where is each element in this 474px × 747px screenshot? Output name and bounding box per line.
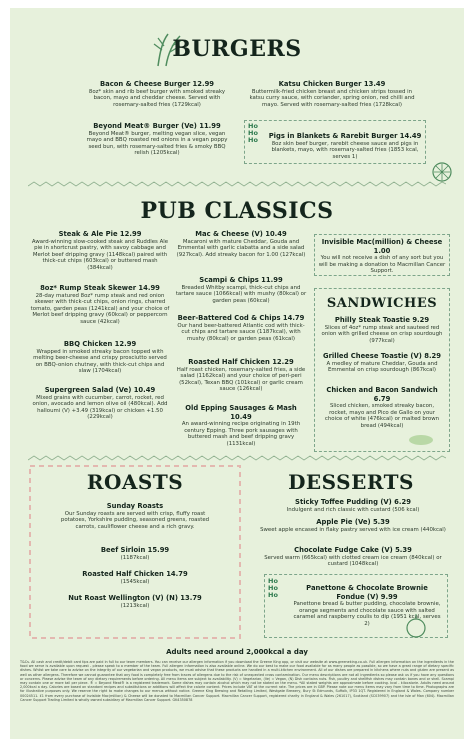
menu-item: [246, 80, 418, 108]
item-name: Panettone & Chocolate Brownie Fondue (V) 9.99: [306, 584, 428, 601]
item-name: Pigs in Blankets & Rarebit Burger 14.49: [268, 132, 422, 140]
menu-item: [320, 316, 444, 344]
item-desc: 8oz skin beef burger, rarebit cheese sauce and pigs in blankets, mayo, with rosemary-salted fries (1853 kcal, serves 1): [271, 140, 419, 160]
menu-item: [30, 340, 170, 375]
ornament-icon: [402, 612, 430, 642]
item-name: Apple Pie (Ve) 5.39: [316, 518, 390, 526]
item-desc: An award-winning recipe originating in 19th century Epping. Three pork sausages with buttered mash and beef dripping gravy (1131kcal): [181, 421, 301, 447]
item-desc: Wrapped in smoked streaky bacon topped with melting beer-cheese and crispy prosciutto served on BBQ-onion chutney, with thick-cut chips and slaw (1704kcal): [33, 348, 167, 375]
menu-item: [320, 386, 444, 429]
item-name: Philly Steak Toastie 9.29: [334, 316, 430, 324]
item-desc: 8oz* skin and rib beef burger with smoked streaky bacon, mayo and cheddar cheese. Served with rosemary-salted fries (1729kcal): [88, 88, 226, 108]
menu-item: [174, 314, 308, 342]
item-desc: Sliced chicken, smoked streaky bacon, rocket, mayo and Pico de Gallo on your choice of white (476kcal) or malted brown bread (494kcal): [324, 403, 440, 429]
menu-item: [318, 238, 446, 275]
sandwiches-heading: SANDWICHES: [326, 296, 438, 311]
item-name: Roasted Half Chicken 14.79: [82, 570, 188, 578]
menu-item: [174, 358, 308, 393]
menu-item: [30, 230, 170, 271]
item-name: Mac & Cheese (V) 10.49: [195, 230, 287, 238]
item-name: Scampi & Chips 11.99: [199, 276, 283, 284]
item-desc: You will not receive a dish of any sort but you will be making a donation to Macmillan Cancer Support.: [318, 255, 446, 275]
item-desc: Half roast chicken, rosemary-salted fries, a side salad (1162kcal) and your choice of peri-peri (52kcal), Texan BBQ (101kcal) or garlic cream sauce (126kcal): [176, 366, 306, 393]
menu-item: [174, 230, 308, 258]
item-name: Beef Sirloin 15.99: [100, 546, 170, 554]
item-name: Old Epping Sausages & Mash 10.49: [185, 404, 297, 421]
item-name: Bacon & Cheese Burger 12.99: [99, 80, 215, 88]
menu-item: [60, 570, 210, 585]
item-desc: Macaroni with mature Cheddar, Gouda and Emmental with garlic ciabatta and a side salad (927kcal). Add streaky bacon for 1.00 (127kcal): [176, 238, 306, 258]
menu-item: [82, 122, 232, 157]
item-name: Invisible Mac(million) & Cheese 1.00: [321, 238, 443, 255]
item-desc: Our Sunday roasts are served with crisp, fluffy roast potatoes, Yorkshire pudding, seasoned greens, roasted carrots, cauliflower cheese and a rich gravy.: [60, 510, 210, 530]
burgers-heading: BURGERS: [172, 36, 302, 62]
item-name: Steak & Ale Pie 12.99: [58, 230, 142, 238]
menu-item: [258, 498, 448, 513]
menu-item: [60, 546, 210, 561]
item-name: Katsu Chicken Burger 13.49: [278, 80, 386, 88]
item-desc: Panettone bread & butter pudding, chocolate brownie, orange segments and chocolate sauce with salted caramel and raspberry coulis to dip (1951 kcal, serves 2): [293, 601, 441, 627]
item-desc: Mixed grains with cucumber, carrot, rocket, red onion, avocado and lemon olive oil (480kcal). Add halloumi (V) +3.49 (319kcal) or chicken +1.50 (229kcal): [32, 394, 168, 421]
item-desc: Beyond Meat® burger, melting vegan slice, vegan mayo and BBQ roasted red onions in a vegan poppy seed bun, with rosemary-salted fries & smoky BBQ relish (1205kcal): [86, 130, 228, 157]
item-name: Sunday Roasts: [106, 502, 164, 510]
item-desc: Slices of 4oz* rump steak and sauteed red onion with grilled cheese on crisp sourdough (977kcal): [321, 324, 443, 344]
item-name: Grilled Cheese Toastie (V) 8.29: [322, 352, 442, 360]
menu-item: [30, 386, 170, 421]
legal-text: T&Cs. All cash and credit/debit card tips are paid in full to our team members. You can receive our allergen information if you download the Greene King app, or visit our website at www.greeneking.co.uk. Full allergen information on the ingredients in the food we serve is available upon request - please speak to a member of the team. Full allergen information is also available online. We do our best to make our food available for as many people as possible, so we have a great range of dietary specific dishes. Whilst we take care to advise on the integrity of our vegetarian and vegan products, we must advise that these products are handled in a multi-kitchen environment. All of our dishes are prepared in kitchens where nuts and gluten are present as well as other allergens. Therefore we cannot guarantee that any food is completely free from traces of allergens due to the risk of unexpected cross contamination. Our menu descriptions are not all ingredients so please ask us if you have any questions or concerns. Please advise the team of any dietary requirements before ordering. All menu items are subject to availability. (V) = Vegetarian, (Ve) = Vegan, (N) Dish contains nuts. Fish, poultry and shellfish dishes may contain bones and or shell. Scampi may contain one or more tail per piece. ® = Beyond Meat® is a registered trademark. Some dishes may contain alcohol which may not be stated on the menu. *All stated weights are approximate before cooking. kcal - kilocalorie. Adults need around 2,000kcal a day. Calories are based on standard recipes and substitutions or additions will affect the calorie content. Prices include VAT at the current rate. The prices are in GBP. Please note our menu items may vary from time to time. Photographs are for illustrative purposes only. We reserve the right to make changes to our menus without notice. Greene King Brewing and Retailing Limited, Westgate Brewery, Bury St Edmunds, Suffolk, IP33 1QT. Registered in England & Wales. Company number 00024511. £1 from every purchase of Invisible Mac(million) & Cheese will be donated to Macmillan Cancer Support. Macmillan Cancer Support, registered charity in England & Wales (261017), Scotland (SC039907) and the Isle of Man (604). Macmillan Cancer Support Trading Limited is wholly owned subsidiary of Macmillan Cancer Support. GK4350878: [20, 660, 454, 702]
item-name: Chocolate Fudge Cake (V) 5.39: [294, 546, 412, 554]
item-name: Nut Roast Wellington (V) (N) 13.79: [68, 594, 202, 602]
item-desc: Served warm (665kcal) with clotted cream ice cream (840kcal) or custard (1048kcal): [264, 554, 442, 568]
item-desc: Our hand beer-battered Atlantic cod with thick-cut chips and tartare sauce (1187kcal), with mushy (80kcal) or garden peas (61kcal): [177, 322, 305, 342]
menu-page: [10, 8, 464, 739]
zigzag-divider: [28, 180, 446, 188]
leaf-sprig-icon: [406, 430, 436, 450]
item-name: 8oz* Rump Steak Skewer 14.99: [40, 284, 160, 292]
menu-item: [320, 352, 444, 374]
ho-ho-ho-tag: Ho Ho Ho: [248, 122, 258, 144]
menu-item: [60, 502, 210, 530]
zigzag-divider: [28, 454, 446, 462]
item-desc: 28-day matured 8oz* rump steak and red onion skewer with thick-cut chips, onion rings, charred tomato, garden peas (1241kcal) and your choice of Merlot beef dripping gravy (60kcal) or peppercorn sauce (42kcal): [30, 292, 170, 325]
menu-item: [258, 518, 448, 533]
menu-item: [258, 546, 448, 568]
kcal-headline: Adults need around 2,000kcal a day: [166, 648, 308, 656]
item-desc: Breaded Whitby scampi, thick-cut chips and tartare sauce (1066kcal) with mushy (80kcal) or garden peas (60kcal): [175, 284, 307, 304]
menu-item: [268, 132, 422, 160]
item-desc: A medley of mature Cheddar, Gouda and Emmental on crisp sourdough (867kcal): [326, 360, 438, 374]
item-name: Supergreen Salad (Ve) 10.49: [44, 386, 156, 394]
item-name: Chicken and Bacon Sandwich 6.79: [326, 386, 438, 403]
item-desc: (1187kcal): [120, 554, 150, 561]
menu-item: [60, 594, 210, 609]
item-name: Beyond Meat® Burger (Ve) 11.99: [93, 122, 221, 130]
menu-item: [174, 404, 308, 447]
item-name: Roasted Half Chicken 12.29: [188, 358, 294, 366]
desserts-heading: DESSERTS: [288, 470, 414, 494]
pub-classics-heading: PUB CLASSICS: [140, 198, 334, 224]
ho-ho-ho-tag: Ho Ho Ho: [268, 577, 278, 599]
roasts-heading: ROASTS: [86, 470, 184, 494]
item-desc: Award-winning slow-cooked steak and Ruddles Ale pie in shortcrust pastry, with savoy cabbage and Merlot beef dripping gravy (1148kcal) paired with thick-cut chips (603kcal) or buttered mash (384kcal): [31, 238, 169, 271]
menu-item: [30, 284, 170, 325]
menu-item: [174, 276, 308, 304]
item-name: Sticky Toffee Pudding (V) 6.29: [295, 498, 411, 506]
item-name: BBQ Chicken 12.99: [63, 340, 137, 348]
item-name: Beer-Battered Cod & Chips 14.79: [177, 314, 305, 322]
item-desc: (1213kcal): [120, 602, 150, 609]
item-desc: Indulgent and rich classic with custard (506 kcal): [286, 506, 420, 513]
item-desc: Buttermilk-fried chicken breast and chicken strips tossed in katsu curry sauce, with coriander, spring onion, red chilli and mayo. Served with rosemary-salted fries (1728kcal): [249, 88, 415, 108]
item-desc: (1545kcal): [120, 578, 150, 585]
item-desc: Sweet apple encased in flaky pastry served with ice cream (440kcal): [260, 526, 446, 533]
menu-item: [82, 80, 232, 108]
